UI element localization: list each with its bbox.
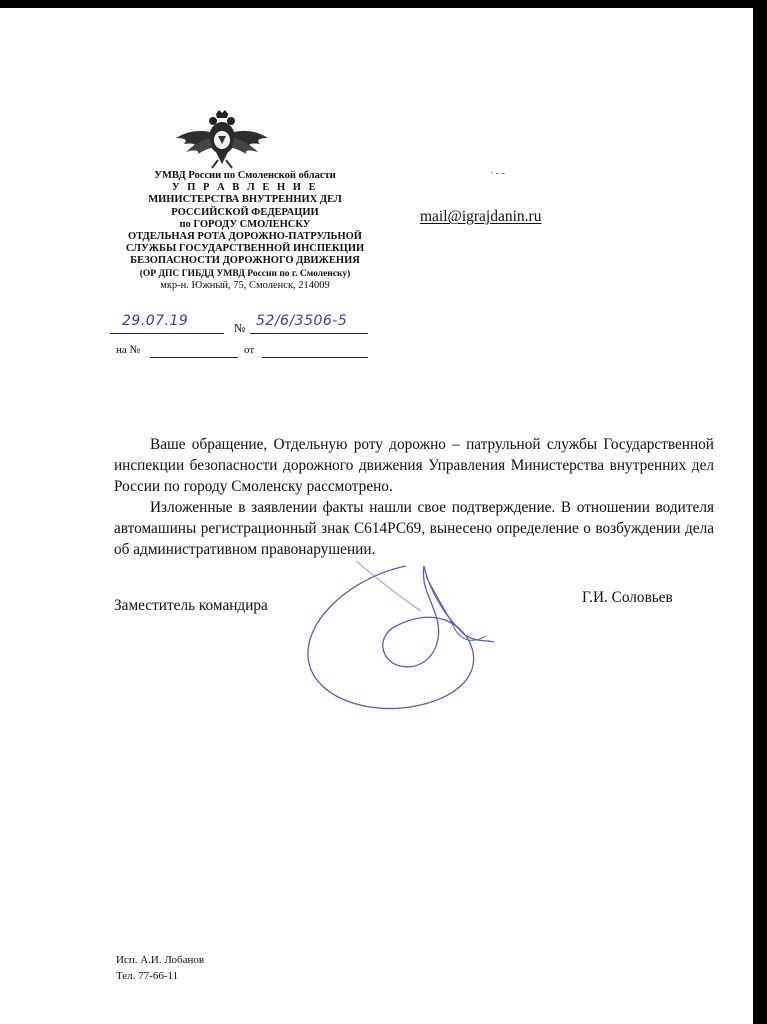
ref-from-label: от bbox=[244, 344, 255, 356]
date-underline bbox=[110, 333, 224, 334]
ref-number-underline bbox=[150, 357, 238, 358]
organization-header bbox=[112, 170, 378, 292]
org-line: СЛУЖБЫ ГОСУДАРСТВЕННОЙ ИНСПЕКЦИИ bbox=[125, 243, 365, 255]
signer-name: Г.И. Соловьев bbox=[582, 589, 673, 606]
org-line: УМВД России по Смоленской области bbox=[154, 170, 336, 181]
handwritten-number: 52/6/3506-5 bbox=[256, 313, 348, 329]
document-page bbox=[0, 8, 753, 1024]
outgoing-date-number bbox=[110, 313, 370, 335]
body-paragraph: Изложенные в заявлении факты нашли свое подтверждение. В отношении водителя автомашины регистрационный знак С614РС69, вынесено определение о возбуждении дела об административном правонарушении. bbox=[114, 499, 714, 558]
number-underline bbox=[250, 333, 368, 334]
letter-body bbox=[114, 434, 714, 560]
handwritten-signature bbox=[296, 556, 526, 716]
org-line: БЕЗОПАСНОСТИ ДОРОЖНОГО ДВИЖЕНИЯ bbox=[130, 255, 360, 267]
handwritten-date: 29.07.19 bbox=[122, 313, 189, 329]
signer-position: Заместитель командира bbox=[114, 597, 268, 614]
executor-info bbox=[116, 952, 204, 984]
reference-line bbox=[116, 344, 376, 362]
org-address: мкр-н. Южный, 75, Смоленск, 214009 bbox=[160, 279, 330, 291]
executor-phone: Тел. 77-66-11 bbox=[116, 970, 179, 982]
org-line: (ОР ДПС ГИБДД УМВД России по г. Смоленску) bbox=[139, 268, 351, 279]
faint-mark: · - - bbox=[490, 168, 505, 179]
ref-number-label: на № bbox=[116, 344, 141, 356]
org-line: У П Р А В Л Е Н И Е bbox=[171, 182, 319, 194]
eagle-emblem-icon bbox=[172, 108, 272, 178]
org-line: МИНИСТЕРСТВА ВНУТРЕННИХ ДЕЛ bbox=[148, 194, 342, 206]
recipient-email: mail@igrajdanin.ru bbox=[420, 208, 542, 225]
executor-name: Исп. А.И. Лобанов bbox=[116, 954, 205, 966]
org-line: ОТДЕЛЬНАЯ РОТА ДОРОЖНО-ПАТРУЛЬНОЙ bbox=[128, 231, 362, 243]
number-label: № bbox=[234, 321, 246, 335]
org-line: РОССИЙСКОЙ ФЕДЕРАЦИИ bbox=[171, 206, 319, 218]
org-line: по ГОРОДУ СМОЛЕНСКУ bbox=[179, 218, 311, 230]
ref-from-underline bbox=[262, 357, 368, 358]
body-paragraph: Ваше обращение, Отдельную роту дорожно – патрульной службы Государственной инспекции безопасности дорожного движения Управления Министерства внутренних дел России по городу Смоленску рассмотрено. bbox=[114, 436, 714, 495]
